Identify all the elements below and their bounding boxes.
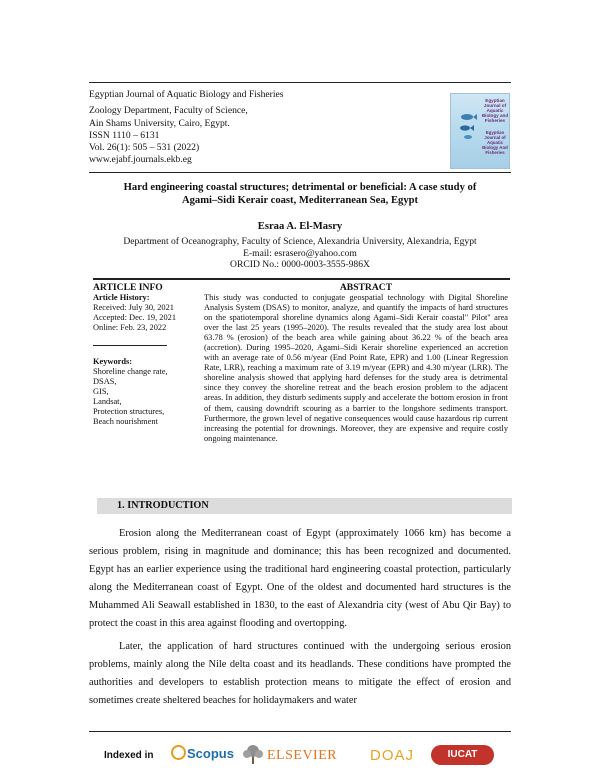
intro-paragraph-2: Later, the application of hard structures continued with the undergoing serious erosion problems, mainly along the Nile delta coast and its headlands. These conditions have prompted the authorities and developers to establish protection means to mitigate the effect of erosion and sometimes create sheltered beaches for holidaymakers and water [89, 640, 511, 706]
paper-title [89, 181, 511, 207]
elsevier-tree-icon [241, 744, 265, 764]
header-top-rule [89, 82, 511, 83]
author-name: Esraa A. El-Masry [257, 221, 343, 232]
cover-title-bottom: Egyptian Journal of Aquatic Biology And Fisheries [482, 130, 508, 155]
keyword-item: Landsat, [93, 397, 122, 406]
cover-title-top: Egyptian Journal of Aquatic Biology and Fisheries [481, 98, 509, 123]
author-affiliation [80, 236, 520, 271]
accepted-date: Accepted: Dec. 19, 2021 [93, 313, 177, 322]
journal-volume: Vol. 26(1): 505 – 531 (2022) [89, 142, 200, 154]
footer-rule [89, 731, 511, 732]
online-date: Online: Feb. 23, 2022 [93, 323, 167, 332]
paper-title-line1: Hard engineering coastal structures; detrimental or beneficial: A case study of [123, 182, 477, 193]
article-history-label: Article History: [93, 293, 150, 302]
intro-paragraph-1: Erosion along the Mediterranean coast of Egypt (approximately 1066 km) has become a serious problem, rising in magnitude and dominance; this has been recognized and documented. Egypt has an earlier experience using the traditional hard engineering coastal protection, particularly along the Mediterranean coast of Egypt. One of the oldest and documented hard structures is the Muhammed Ali Seawall established in 1830, to the east of Alexandria city (west of Abu Qir Bay) to protect the coast in this area against flooding and overtopping. [89, 528, 511, 630]
keywords-divider [93, 345, 167, 346]
iucat-logo[interactable]: IUCAT [431, 745, 494, 765]
scopus-ring-icon [171, 745, 186, 760]
header-bottom-rule [89, 172, 511, 173]
journal-dept: Zoology Department, Faculty of Science, [89, 105, 248, 117]
fish-icon [456, 108, 478, 142]
author-email[interactable]: E-mail: esrasero@yahoo.com [243, 247, 357, 259]
journal-name: Egyptian Journal of Aquatic Biology and Fisheries [89, 89, 284, 100]
received-date: Received: July 30, 2021 [93, 303, 174, 312]
scopus-logo[interactable] [171, 745, 234, 761]
scopus-label: Scopus [187, 746, 234, 761]
article-info [93, 282, 203, 427]
paper-title-line2: Agami–Sidi Kerair coast, Mediterranean Sea, Egypt [181, 195, 419, 206]
elsevier-logo[interactable]: ELSEVIER [267, 748, 338, 763]
keyword-item: DSAS, [93, 377, 117, 386]
abstract-heading: ABSTRACT [339, 282, 393, 293]
keyword-item: Shoreline change rate, [93, 367, 168, 376]
info-top-rule [93, 278, 510, 280]
article-info-heading: ARTICLE INFO [93, 282, 163, 293]
keyword-item: GIS, [93, 387, 109, 396]
author-orcid: ORCID No.: 0000-0003-3555-986X [230, 259, 370, 271]
indexed-in-label: Indexed in [104, 750, 154, 761]
abstract-text: This study was conducted to conjugate geospatial technology with Digital Shoreline Analysis System (DSAS) to monitor, analyze, and quantify the impacts of hard structures on the spatiotemporal shoreline dynamics along Agami–Sidi Kerair coastal" Pilot" area over the last 25 years (1995–2020). The results revealed that the study area lost about 63.78 % (erosion) of the beach area while gaining about 36.22 % of the beach area (accretion). During 1995–2020, Agami–Sidi Kerair shoreline experienced an accretion with an average rate of 0.56 m/year (End Point Rate, EPR) and 1.00 (Linear Regression Rate, LRR), reaching a maximum rate of 3.19 m/year (EPR) and 4.30 m/year (LRR). The shoreline analysis showed that applying hard defenses for the study area is detrimental since they convey the shoreline retreat and the beach erosion problem to the adjacent areas. In addition, they disturb sediments supply and accelerate the bottom erosion in front of them, causing downdrift scouring as a barrier to the longshore sediments transport. Furthermore, the grown level of negative consequences would cause hazardous rip current increasing the potential for drownings. Moreover, they are expensive and require costly ongoing maintenance. [204, 293, 508, 443]
abstract-section [204, 282, 508, 444]
keywords-label: Keywords: [93, 357, 133, 366]
journal-issn: ISSN 1110 – 6131 [89, 129, 160, 141]
keyword-item: Beach nourishment [93, 417, 158, 426]
indexing-footer [104, 740, 504, 770]
journal-univ: Ain Shams University, Cairo, Egypt. [89, 117, 230, 129]
journal-header [89, 89, 284, 167]
doaj-logo[interactable]: DOAJ [370, 747, 415, 764]
introduction-heading: 1. INTRODUCTION [117, 500, 209, 511]
affiliation-text: Department of Oceanography, Faculty of Science, Alexandria University, Alexandria, Egypt [123, 236, 477, 247]
keyword-item: Protection structures, [93, 407, 165, 416]
introduction-body [89, 525, 511, 714]
introduction-heading-bar [97, 498, 512, 514]
journal-cover-image [450, 93, 510, 169]
journal-url[interactable]: www.ejabf.journals.ekb.eg [89, 154, 192, 166]
